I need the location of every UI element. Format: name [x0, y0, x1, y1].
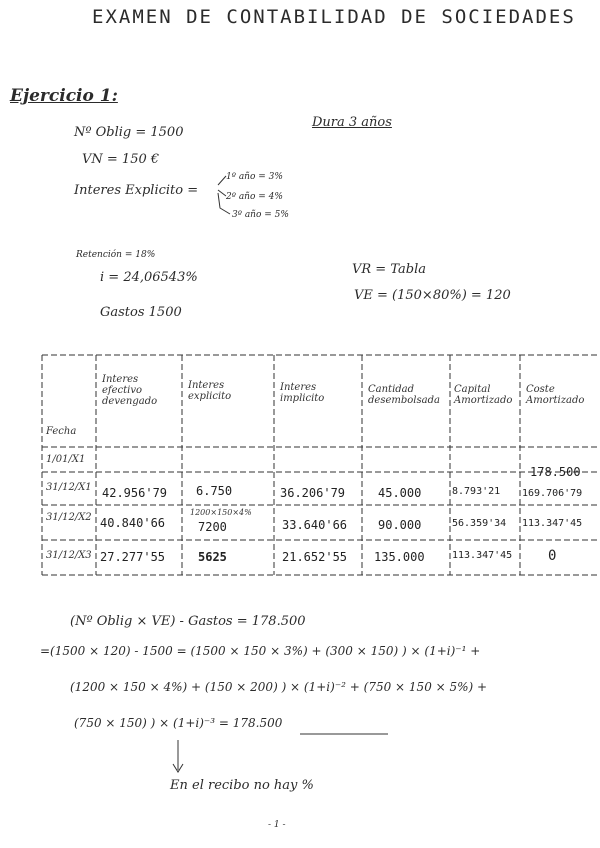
- retencion: Retención = 18%: [76, 250, 156, 260]
- row1-implicito: 36.206'79: [280, 486, 346, 500]
- formula-line-3: (1200 × 150 × 4%) + (150 × 200) ) × (1+i)⁻² + (750 × 150 × 5%) +: [70, 680, 488, 694]
- n-oblig: Nº Oblig = 1500: [74, 125, 184, 140]
- row1-cantidad: 45.000: [378, 486, 422, 500]
- row3-fecha: 31/12/X3: [46, 550, 92, 561]
- rate-2: 2º año = 4%: [226, 192, 283, 202]
- row2-note: 1200×150×4%: [190, 508, 252, 517]
- row2-fecha: 31/12/X2: [46, 512, 92, 523]
- header-fecha: Fecha: [46, 426, 77, 437]
- formula-note: En el recibo no hay %: [170, 778, 314, 793]
- header-coste: Coste Amortizado: [526, 384, 585, 406]
- row2-coste: 113.347'45: [522, 518, 583, 529]
- formula-line-4: (750 × 150) ) × (1+i)⁻³ = 178.500: [74, 716, 283, 730]
- row1-coste: 169.706'79: [522, 488, 583, 499]
- i-rate: i = 24,06543%: [100, 270, 198, 285]
- row3-capital: 113.347'45: [452, 550, 513, 561]
- row0-fecha: 1/01/X1: [46, 454, 86, 465]
- row0-coste: 178.500: [530, 465, 581, 479]
- row2-explicito: 7200: [198, 520, 227, 534]
- vn: VN = 150 €: [82, 152, 160, 167]
- exercise-heading: Ejercicio 1:: [10, 86, 118, 106]
- interes-label: Interes Explicito =: [74, 183, 199, 198]
- header-efectivo: Interes efectivo devengado: [102, 374, 158, 407]
- rate-3: 3º año = 5%: [232, 210, 289, 220]
- row1-explicito: 6.750: [196, 484, 233, 498]
- duration: Dura 3 años: [312, 115, 392, 130]
- exam-title: EXAMEN DE CONTABILIDAD DE SOCIEDADES: [92, 6, 576, 28]
- page-number: - 1 -: [268, 820, 286, 830]
- formula-line-1: (Nº Oblig × VE) - Gastos = 178.500: [70, 614, 306, 629]
- row1-fecha: 31/12/X1: [46, 482, 92, 493]
- vr: VR = Tabla: [352, 262, 426, 277]
- row3-coste: 0: [548, 548, 557, 564]
- row3-efectivo: 27.277'55: [100, 550, 166, 564]
- row2-capital: 56.359'34: [452, 518, 507, 529]
- ve: VE = (150×80%) = 120: [354, 288, 511, 303]
- row1-capital: 8.793'21: [452, 486, 501, 497]
- rate-1: 1º año = 3%: [226, 172, 283, 182]
- row2-cantidad: 90.000: [378, 518, 422, 532]
- formula-line-2: =(1500 × 120) - 1500 = (1500 × 150 × 3%) + (300 × 150) ) × (1+i)⁻¹ +: [40, 644, 481, 658]
- header-cantidad: Cantidad desembolsada: [368, 384, 440, 406]
- row3-explicito: 5625: [198, 550, 227, 564]
- header-capital: Capital Amortizado: [454, 384, 513, 406]
- gastos: Gastos 1500: [100, 305, 182, 320]
- header-implicito: Interes implicito: [280, 382, 325, 404]
- row1-efectivo: 42.956'79: [102, 486, 168, 500]
- row3-implicito: 21.652'55: [282, 550, 348, 564]
- row2-efectivo: 40.840'66: [100, 516, 166, 530]
- row2-implicito: 33.640'66: [282, 518, 348, 532]
- row3-cantidad: 135.000: [374, 550, 425, 564]
- header-explicito: Interes explicito: [188, 380, 232, 402]
